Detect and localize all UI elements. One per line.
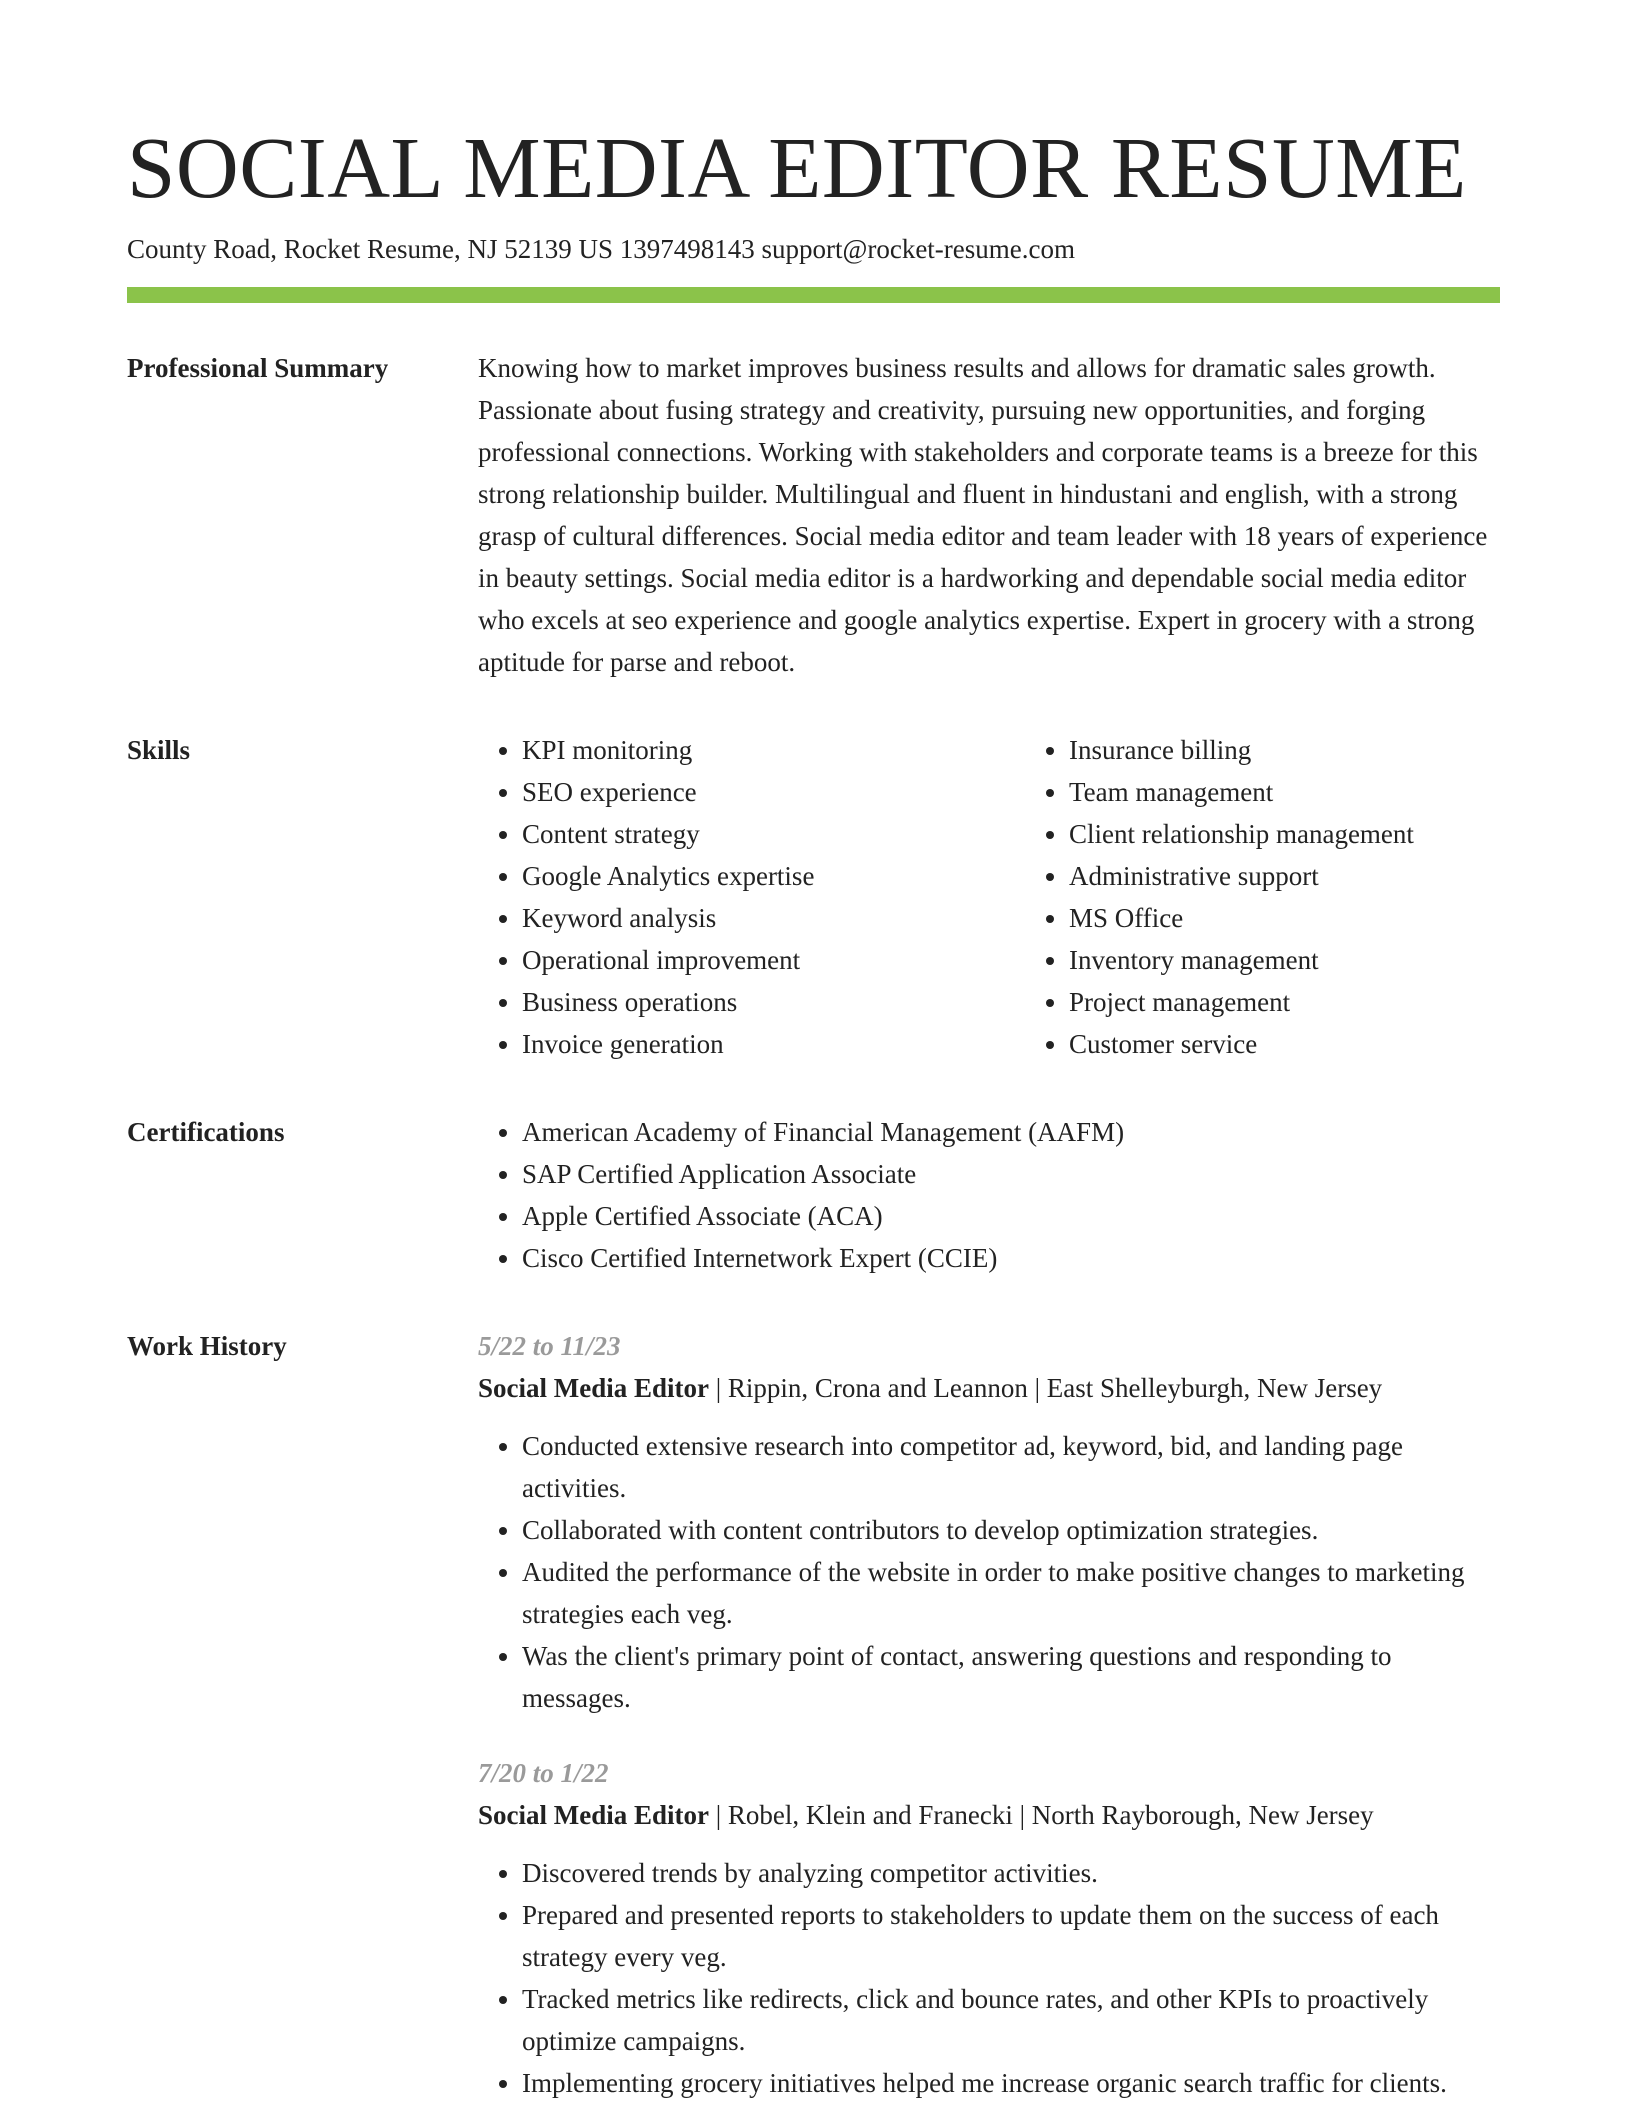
certifications-heading: Certifications — [127, 1117, 285, 1147]
list-item: • Tracked metrics like redirects, click and bounce rates, and other KPIs to proactively optimize campaigns. — [522, 1978, 1500, 2062]
certifications-section — [127, 1111, 1500, 1279]
list-item: • SEO experience — [522, 771, 1025, 813]
job-date: 7/20 to 1/22 — [478, 1758, 609, 1788]
list-item: • Administrative support — [1069, 855, 1572, 897]
list-item: • Customer service — [1069, 1023, 1572, 1065]
job-bullets — [478, 1852, 1500, 2104]
contact-info: County Road, Rocket Resume, NJ 52139 US 1397498143 support@rocket-resume.com — [127, 234, 1076, 264]
list-item: • Project management — [1069, 981, 1572, 1023]
resume-title: SOCIAL MEDIA EDITOR RESUME — [127, 119, 1467, 216]
list-item: • Apple Certified Associate (ACA) — [522, 1195, 1500, 1237]
summary-section — [127, 347, 1500, 683]
list-item: • KPI monitoring — [522, 729, 1025, 771]
list-item: • Collaborated with content contributors to develop optimization strategies. — [522, 1509, 1500, 1551]
skills-heading: Skills — [127, 735, 191, 765]
summary-heading: Professional Summary — [127, 353, 389, 383]
list-item: • SAP Certified Application Associate — [522, 1153, 1500, 1195]
job-details: | Robel, Klein and Franecki | North Rayborough, New Jersey — [709, 1800, 1374, 1830]
job-bullets — [478, 1425, 1500, 1719]
job-heading — [478, 1367, 1500, 1409]
list-item: • Insurance billing — [1069, 729, 1572, 771]
job-details: | Rippin, Crona and Leannon | East Shelleyburgh, New Jersey — [709, 1373, 1383, 1403]
list-item: • MS Office — [1069, 897, 1572, 939]
skills-list-right — [1025, 729, 1572, 1065]
list-item: • Keyword analysis — [522, 897, 1025, 939]
job-heading — [478, 1794, 1500, 1836]
header-divider — [127, 287, 1500, 303]
job-title: Social Media Editor — [478, 1373, 709, 1403]
resume-page — [127, 118, 1500, 2104]
job-title: Social Media Editor — [478, 1800, 709, 1830]
list-item: • Discovered trends by analyzing competitor activities. — [522, 1852, 1500, 1894]
list-item: • Cisco Certified Internetwork Expert (CCIE) — [522, 1237, 1500, 1279]
job-entry — [478, 1325, 1500, 1719]
list-item: • Content strategy — [522, 813, 1025, 855]
work-history-section — [127, 1325, 1500, 2104]
skills-list-left — [478, 729, 1025, 1065]
list-item: • Business operations — [522, 981, 1025, 1023]
list-item: • Prepared and presented reports to stakeholders to update them on the success of each strategy every veg. — [522, 1894, 1500, 1978]
summary-text: Knowing how to market improves business results and allows for dramatic sales growth. Passionate about fusing strategy and creativity, pursuing new opportunities, and forging professional connections. Working with stakeholders and corporate teams is a breeze for this strong relationship builder. Multilingual and fluent in hindustani and english, with a strong grasp of cultural differences. Social media editor and team leader with 18 years of experience in beauty settings. Social media editor is a hardworking and dependable social media editor who excels at seo experience and google analytics expertise. Expert in grocery with a strong aptitude for parse and reboot. — [478, 353, 1488, 677]
list-item: • Was the client's primary point of contact, answering questions and responding to messages. — [522, 1635, 1500, 1719]
list-item: • Client relationship management — [1069, 813, 1572, 855]
skills-section — [127, 729, 1500, 1065]
list-item: • American Academy of Financial Management (AAFM) — [522, 1111, 1500, 1153]
list-item: • Inventory management — [1069, 939, 1572, 981]
job-date: 5/22 to 11/23 — [478, 1331, 621, 1361]
job-entry — [478, 1752, 1500, 2104]
list-item: • Google Analytics expertise — [522, 855, 1025, 897]
list-item: • Team management — [1069, 771, 1572, 813]
list-item: • Audited the performance of the website in order to make positive changes to marketing strategies each veg. — [522, 1551, 1500, 1635]
list-item: • Conducted extensive research into competitor ad, keyword, bid, and landing page activities. — [522, 1425, 1500, 1509]
list-item: • Invoice generation — [522, 1023, 1025, 1065]
certifications-list — [478, 1111, 1500, 1279]
list-item: • Operational improvement — [522, 939, 1025, 981]
list-item: • Implementing grocery initiatives helped me increase organic search traffic for clients. — [522, 2062, 1500, 2104]
work-history-heading: Work History — [127, 1331, 287, 1361]
